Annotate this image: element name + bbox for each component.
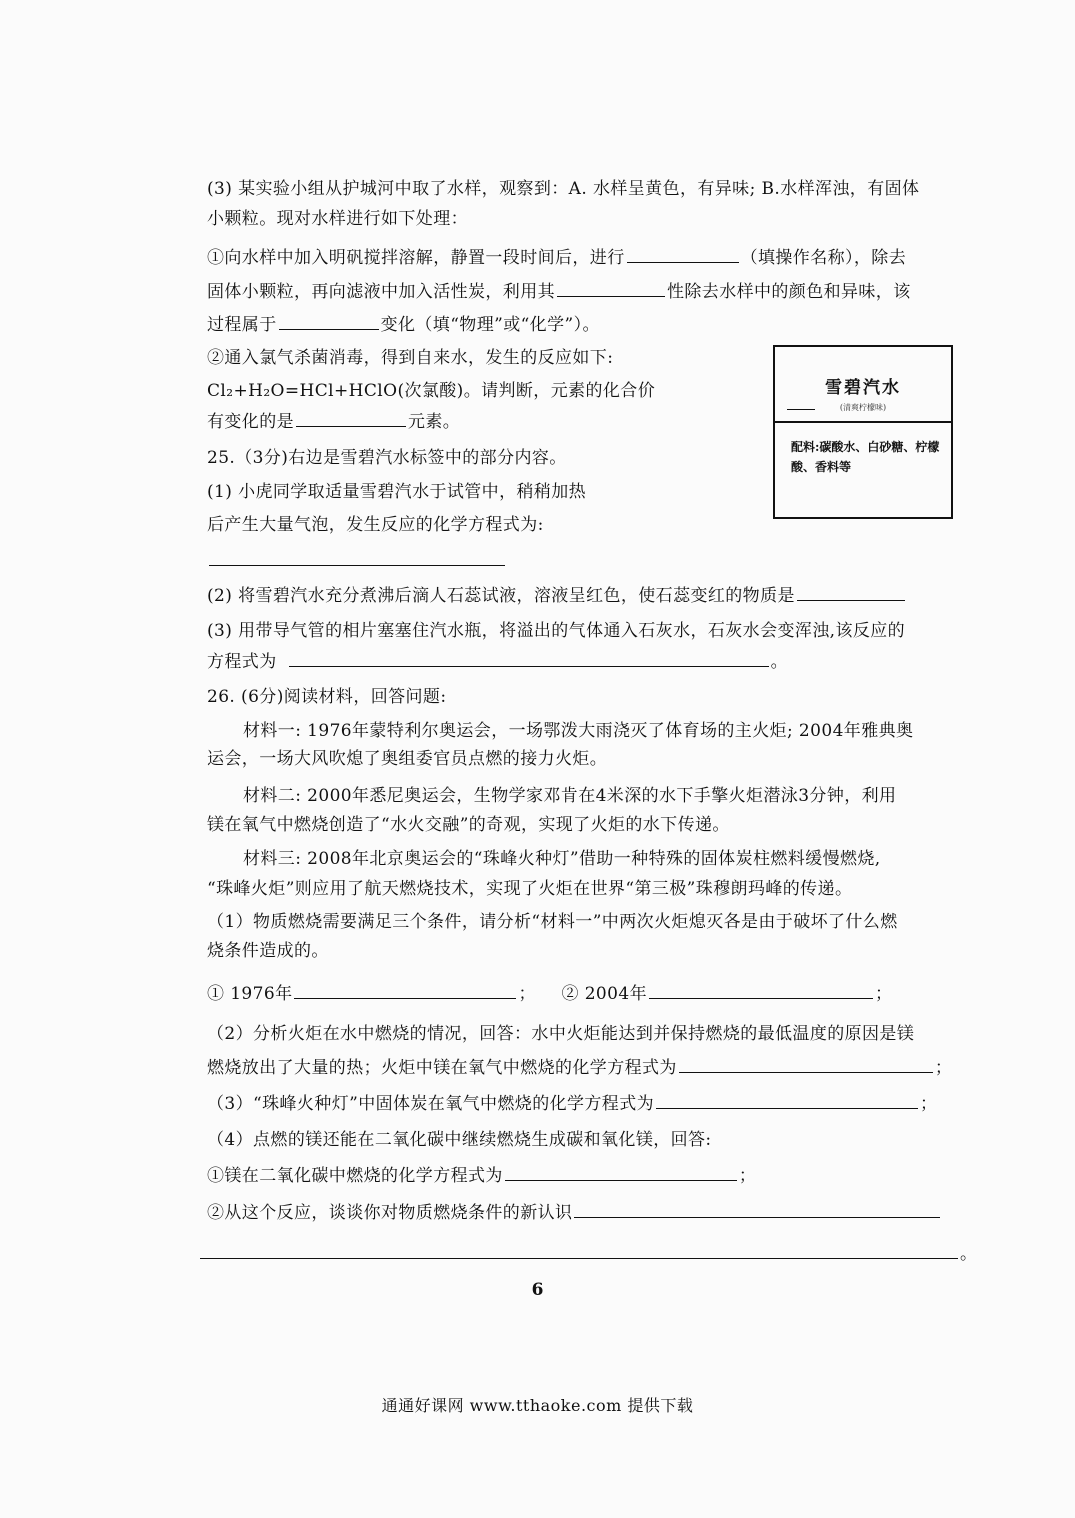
q26-q4-2 [207,1201,942,1224]
q25-heading: 25.（3分)右边是雪碧汽水标签中的部分内容。 [207,448,567,468]
q26-q4-2-continuation [198,1242,977,1265]
q24-p3-line3-text: ①向水样中加入明矾搅拌溶解，静置一段时间后，进行 [207,248,625,268]
q26-q2-end: ； [934,1058,953,1078]
q24-p3-line3 [207,246,906,269]
q26-material3-line2: “珠峰火炬”则应用了航天燃烧技术，实现了火炬在世界“第三极”珠穆朗玛峰的传递。 [207,879,853,899]
answer-blank-new-insight[interactable] [574,1201,940,1218]
q26-q1-line1: （1）物质燃烧需要满足三个条件，请分析“材料一”中两次火炬熄灭各是由于破坏了什么燃 [207,912,898,932]
q25-p1-line2: 后产生大量气泡，发生反应的化学方程式为: [207,515,544,535]
answer-blank-element[interactable] [296,410,406,427]
q26-q1-line2: 烧条件造成的。 [207,941,329,961]
q26-q4-1-text: ①镁在二氧化碳中燃烧的化学方程式为 [207,1166,503,1186]
q25-p3-line1: (3) 用带导气管的相片塞塞住汽水瓶，将溢出的气体通入石灰水，石灰水会变浑浊,该反应的 [207,621,906,641]
q24-p3-line8-text: 有变化的是 [207,412,294,432]
page-number: 6 [531,1280,544,1300]
q26-material2-line1: 材料二: 2000年悉尼奥运会，生物学家邓肯在4米深的水下手擎火炬潜泳3分钟，利用 [243,786,897,806]
q24-p3-line5 [207,313,600,336]
answer-blank-equation-1[interactable] [209,549,505,566]
q24-p3-line4 [207,280,911,303]
q24-p3-line8-text-b: 元素。 [408,412,461,432]
answer-blank-1976[interactable] [294,982,516,999]
q26-q4-2-text: ②从这个反应，谈谈你对物质燃烧条件的新认识 [207,1203,573,1223]
sprite-label-box [773,345,953,519]
answer-blank-mg-o2[interactable] [679,1056,933,1073]
q24-p3-line4-text-b: 性除去水样中的颜色和异味，该 [667,282,911,302]
q25-p3-line2-text: 方程式为 [207,652,277,672]
q24-p3-line6: ②通入氯气杀菌消毒，得到自来水，发生的反应如下: [207,348,614,368]
answer-blank-property[interactable] [557,280,665,297]
q26-q4-2-end: 。 [960,1244,978,1264]
sprite-label-header [775,347,951,423]
q26-q4: （4）点燃的镁还能在二氧化碳中继续燃烧生成碳和氧化镁，回答: [207,1130,712,1150]
answer-blank-2004[interactable] [649,982,873,999]
q24-p3-line4-text: 固体小颗粒，再向滤液中加入活性炭，利用其 [207,282,555,302]
q26-q1-sep: ； [518,984,536,1004]
footer-watermark: 通通好课网 www.tthaoke.com 提供下载 [381,1396,694,1415]
q25-p3-line2 [207,650,788,673]
q26-q2-line2 [207,1056,952,1079]
q26-q3-text: （3）“珠峰火种灯”中固体炭在氧气中燃烧的化学方程式为 [207,1094,654,1114]
sprite-label-subtitle: (清爽柠檬味) [839,403,887,412]
q26-material3-line1: 材料三: 2008年北京奥运会的“珠峰火种灯”借助一种特殊的固体炭柱燃料缓慢燃烧, [243,849,881,869]
sprite-label-title: 雪碧汽水 [825,378,901,398]
sprite-label-ingredients: 配料:碳酸水、白砂糖、柠檬酸、香料等 [791,440,940,474]
q26-q3 [207,1092,937,1115]
q26-material1-line2: 运会，一场大风吹熄了奥组委官员点燃的接力火炬。 [207,749,608,769]
q24-p3-line3-text-b: （填操作名称），除去 [740,248,907,268]
answer-blank-equation-2[interactable] [289,650,769,667]
q26-material1-line1: 材料一: 1976年蒙特利尔奥运会，一场鄂泼大雨浇灭了体育场的主火炬; 2004年雅典奥 [243,721,914,741]
q24-p3-line1: (3) 某实验小组从护城河中取了水样，观察到：A. 水样呈黄色，有异味; B.水样浑浊，有固体 [207,179,920,199]
q26-q2-text: 燃烧放出了大量的热；火炬中镁在氧气中燃烧的化学方程式为 [207,1058,677,1078]
q26-material2-line2: 镁在氧气中燃烧创造了“水火交融”的奇观，实现了火炬的水下传递。 [207,815,730,835]
q25-p1-answer-line [207,549,507,572]
q26-q2-line1: （2）分析火炬在水中燃烧的情况，回答：水中火炬能达到并保持燃烧的最低温度的原因是镁 [207,1024,915,1044]
q24-p3-line8 [207,410,460,433]
q24-p3-line2: 小颗粒。现对水样进行如下处理： [207,209,468,229]
answer-blank-new-insight-2[interactable] [200,1242,958,1259]
q26-q1-a-label: ① 1976年 [207,984,293,1004]
answer-blank-mg-co2[interactable] [505,1164,737,1181]
q26-q4-1-end: ； [738,1166,757,1186]
answer-blank-substance[interactable] [797,584,905,601]
q24-p3-line5-text: 过程属于 [207,315,277,335]
q25-p1-line1: (1) 小虎同学取适量雪碧汽水于试管中，稍稍加热 [207,482,587,502]
q26-q1-end: ； [874,984,893,1004]
answer-blank-carbon-o2[interactable] [656,1092,918,1109]
q25-p2 [207,584,907,607]
answer-blank-operation[interactable] [627,246,739,263]
q26-q1-b-label: ② 2004年 [561,984,647,1004]
q24-p3-equation: Cl₂+H₂O=HCl+HClO(次氯酸)。请判断，元素的化合价 [207,381,656,401]
q26-heading: 26. (6分)阅读材料，回答问题: [207,687,447,707]
q24-p3-line5-text-b: 变化（填“物理”或“化学”）。 [380,315,600,335]
q25-p3-line2-end: 。 [770,652,789,672]
answer-blank-change-type[interactable] [279,313,379,330]
q25-p2-text: (2) 将雪碧汽水充分煮沸后滴人石蕊试液，溶液呈红色，使石蕊变红的物质是 [207,586,795,606]
q26-q4-1 [207,1164,756,1187]
q26-q1-answers [207,982,892,1005]
q26-q3-end: ； [920,1094,938,1114]
